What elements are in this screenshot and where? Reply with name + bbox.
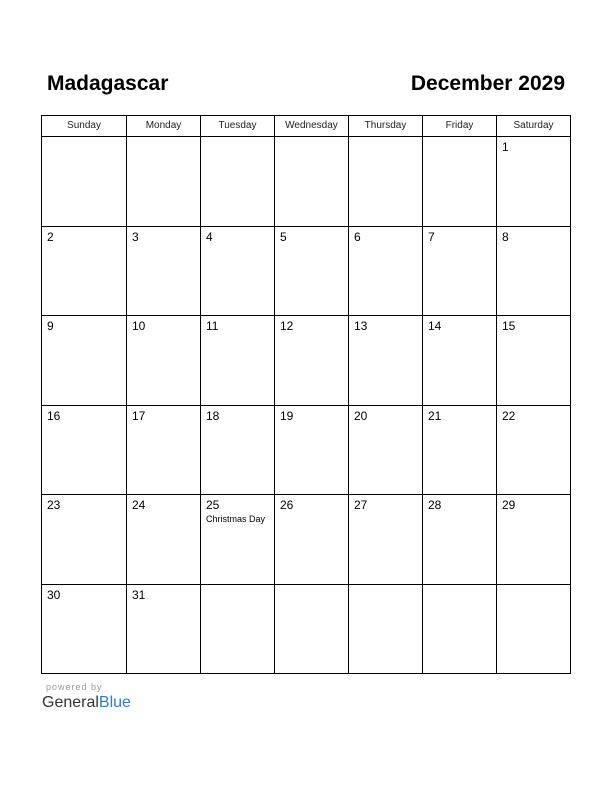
day-number: 25 [206, 498, 220, 512]
day-number: 3 [132, 229, 139, 244]
day-cell[interactable] [423, 316, 497, 406]
week-row [42, 227, 571, 317]
day-number: 20 [354, 408, 368, 423]
day-cell[interactable] [201, 495, 275, 585]
day-cell[interactable] [497, 585, 571, 675]
day-cell[interactable] [349, 316, 423, 406]
day-number: 2 [47, 229, 54, 244]
day-cell[interactable] [275, 227, 349, 317]
weekday-header-sunday: Sunday [42, 116, 127, 137]
day-cell[interactable] [275, 406, 349, 496]
day-number: 4 [206, 229, 213, 244]
day-cell[interactable] [423, 227, 497, 317]
day-cell[interactable] [201, 316, 275, 406]
day-number: 30 [47, 587, 61, 602]
calendar-grid [41, 115, 571, 674]
day-cell[interactable] [349, 406, 423, 496]
holiday-event: Christmas Day [206, 514, 266, 524]
day-cell[interactable] [127, 137, 201, 227]
powered-by-text: powered by [46, 682, 103, 692]
day-cell[interactable] [423, 585, 497, 675]
weekday-header-monday: Monday [127, 116, 201, 137]
week-row [42, 137, 571, 227]
day-cell[interactable] [349, 137, 423, 227]
day-cell[interactable] [127, 406, 201, 496]
day-cell[interactable] [275, 495, 349, 585]
day-cell[interactable] [423, 495, 497, 585]
day-cell[interactable] [201, 406, 275, 496]
weekday-header-row [42, 116, 571, 137]
logo-part-general: General [42, 694, 99, 711]
week-row [42, 495, 571, 585]
day-cell[interactable] [497, 227, 571, 317]
day-number: 31 [132, 587, 146, 602]
day-number: 7 [428, 229, 435, 244]
day-cell[interactable] [349, 585, 423, 675]
day-cell[interactable] [42, 316, 127, 406]
calendar-weeks [42, 137, 571, 674]
day-number: 14 [428, 319, 442, 333]
weekday-header-thursday: Thursday [349, 116, 423, 137]
weekday-header-tuesday: Tuesday [201, 116, 275, 137]
day-cell[interactable] [201, 137, 275, 227]
day-cell[interactable] [127, 227, 201, 317]
day-cell[interactable] [127, 495, 201, 585]
day-cell[interactable] [423, 406, 497, 496]
day-number: 13 [354, 319, 368, 333]
day-cell[interactable] [349, 227, 423, 317]
day-number: 5 [280, 229, 287, 244]
day-number: 12 [280, 319, 294, 333]
day-cell[interactable] [497, 137, 571, 227]
day-number: 1 [502, 140, 509, 154]
day-number: 27 [354, 498, 368, 512]
day-cell[interactable] [275, 585, 349, 675]
day-number: 26 [280, 498, 294, 512]
day-number: 23 [47, 498, 61, 512]
day-number: 24 [132, 498, 146, 512]
day-cell[interactable] [423, 137, 497, 227]
day-cell[interactable] [127, 585, 201, 675]
weekday-header-saturday: Saturday [497, 116, 571, 137]
week-row [42, 316, 571, 406]
day-cell[interactable] [201, 585, 275, 675]
day-number: 22 [502, 408, 516, 423]
week-row [42, 406, 571, 496]
day-cell[interactable] [42, 585, 127, 675]
day-cell[interactable] [42, 495, 127, 585]
day-cell[interactable] [42, 137, 127, 227]
day-number: 21 [428, 408, 442, 423]
day-cell[interactable] [275, 137, 349, 227]
day-number: 18 [206, 408, 220, 423]
day-number: 17 [132, 408, 146, 423]
weekday-header-friday: Friday [423, 116, 497, 137]
weekday-header-wednesday: Wednesday [275, 116, 349, 137]
day-number: 8 [502, 229, 509, 244]
day-cell[interactable] [201, 227, 275, 317]
day-number: 15 [502, 319, 516, 333]
day-cell[interactable] [275, 316, 349, 406]
day-number: 16 [47, 408, 61, 423]
day-cell[interactable] [497, 495, 571, 585]
day-number: 6 [354, 229, 361, 244]
day-cell[interactable] [127, 316, 201, 406]
day-number: 29 [502, 498, 516, 512]
day-number: 11 [206, 319, 219, 333]
day-cell[interactable] [42, 227, 127, 317]
day-number: 9 [47, 319, 54, 333]
day-number: 19 [280, 408, 294, 423]
day-cell[interactable] [349, 495, 423, 585]
logo-part-blue: Blue [98, 694, 131, 711]
day-cell[interactable] [497, 316, 571, 406]
country-title: Madagascar [47, 72, 169, 95]
month-year-title: December 2029 [410, 72, 565, 95]
week-row [42, 585, 571, 675]
generalblue-logo[interactable] [42, 694, 131, 712]
day-cell[interactable] [42, 406, 127, 496]
day-number: 28 [428, 498, 442, 512]
day-cell[interactable] [497, 406, 571, 496]
day-number: 10 [132, 319, 146, 333]
